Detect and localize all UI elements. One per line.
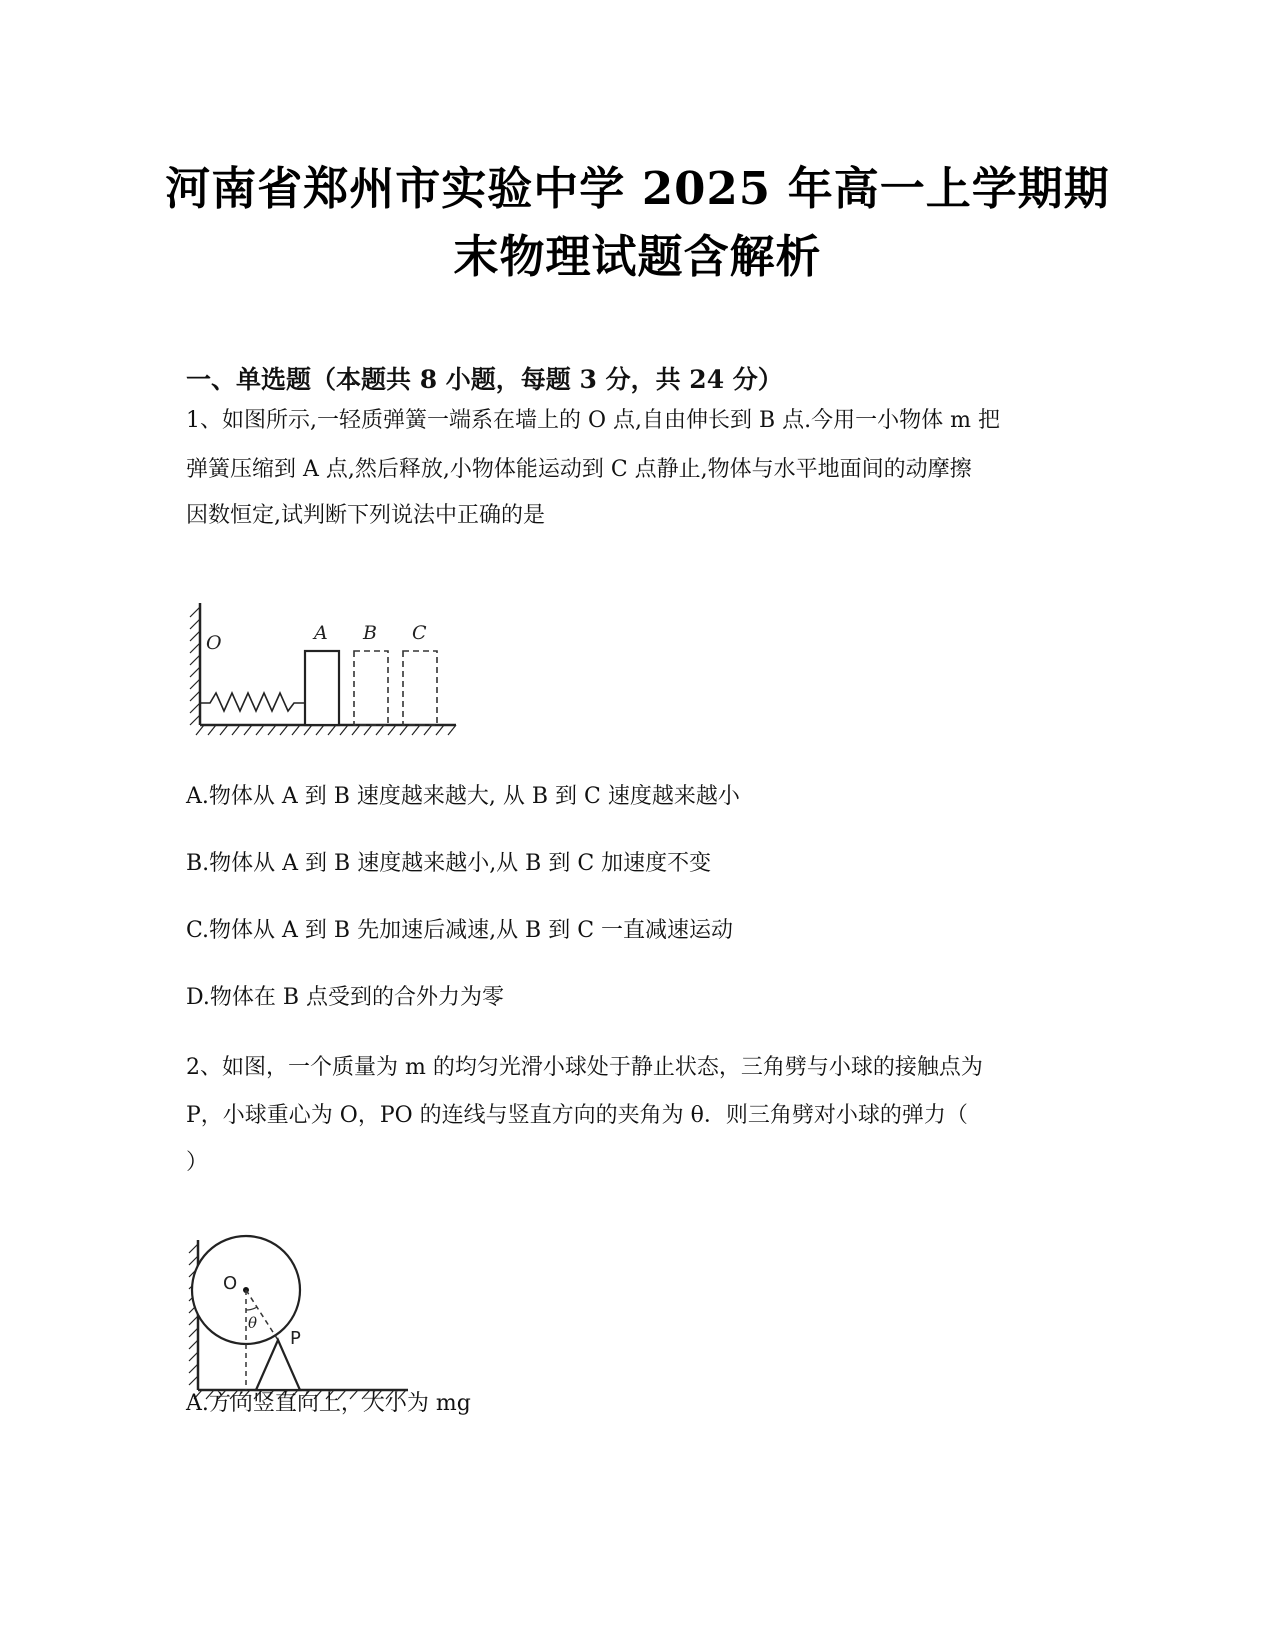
q2-option-a: A.方向竖直向上，大小为 mg [186, 1391, 471, 1416]
label-o: O [223, 1273, 238, 1294]
document-title-line-1: 河南省郑州市实验中学 2025 年高一上学期期 [165, 162, 1110, 215]
document-title-line-2: 末物理试题含解析 [453, 230, 822, 283]
q1-text-line-3: 因数恒定,试判断下列说法中正确的是 [186, 503, 545, 528]
label-c: C [412, 622, 427, 644]
q1-option-d: D.物体在 B 点受到的合外力为零 [186, 985, 505, 1010]
spring [200, 693, 304, 711]
label-b: B [363, 622, 377, 644]
q1-option-c: C.物体从 A 到 B 先加速后减速,从 B 到 C 一直减速运动 [186, 918, 734, 943]
q2-ball-wedge-figure [186, 1232, 416, 1402]
q1-option-b: B.物体从 A 到 B 速度越来越小,从 B 到 C 加速度不变 [186, 851, 712, 876]
block-c-dashed [403, 651, 437, 725]
q2-text-line-2: P，小球重心为 O，PO 的连线与竖直方向的夹角为 θ．则三角劈对小球的弹力（ [186, 1103, 968, 1128]
label-p: P [290, 1328, 301, 1349]
block-b-dashed [354, 651, 388, 725]
label-o: O [206, 632, 222, 654]
block-a [305, 651, 339, 725]
q2-text-line-1: 2、如图，一个质量为 m 的均匀光滑小球处于静止状态，三角劈与小球的接触点为 [186, 1055, 983, 1080]
q1-option-a: A.物体从 A 到 B 速度越来越大, 从 B 到 C 速度越来越小 [186, 784, 740, 809]
q1-spring-figure [186, 595, 466, 740]
q1-text-line-2: 弹簧压缩到 A 点,然后释放,小物体能运动到 C 点静止,物体与水平地面间的动摩擦 [186, 457, 972, 482]
q1-text-line-1: 1、如图所示,一轻质弹簧一端系在墙上的 O 点,自由伸长到 B 点.今用一小物体 m 把 [186, 408, 1001, 433]
q2-text-line-3: ） [186, 1150, 209, 1175]
section-heading: 一、单选题（本题共 8 小题，每题 3 分，共 24 分） [186, 365, 783, 394]
label-a: A [314, 622, 328, 644]
label-theta: θ [248, 1314, 258, 1332]
